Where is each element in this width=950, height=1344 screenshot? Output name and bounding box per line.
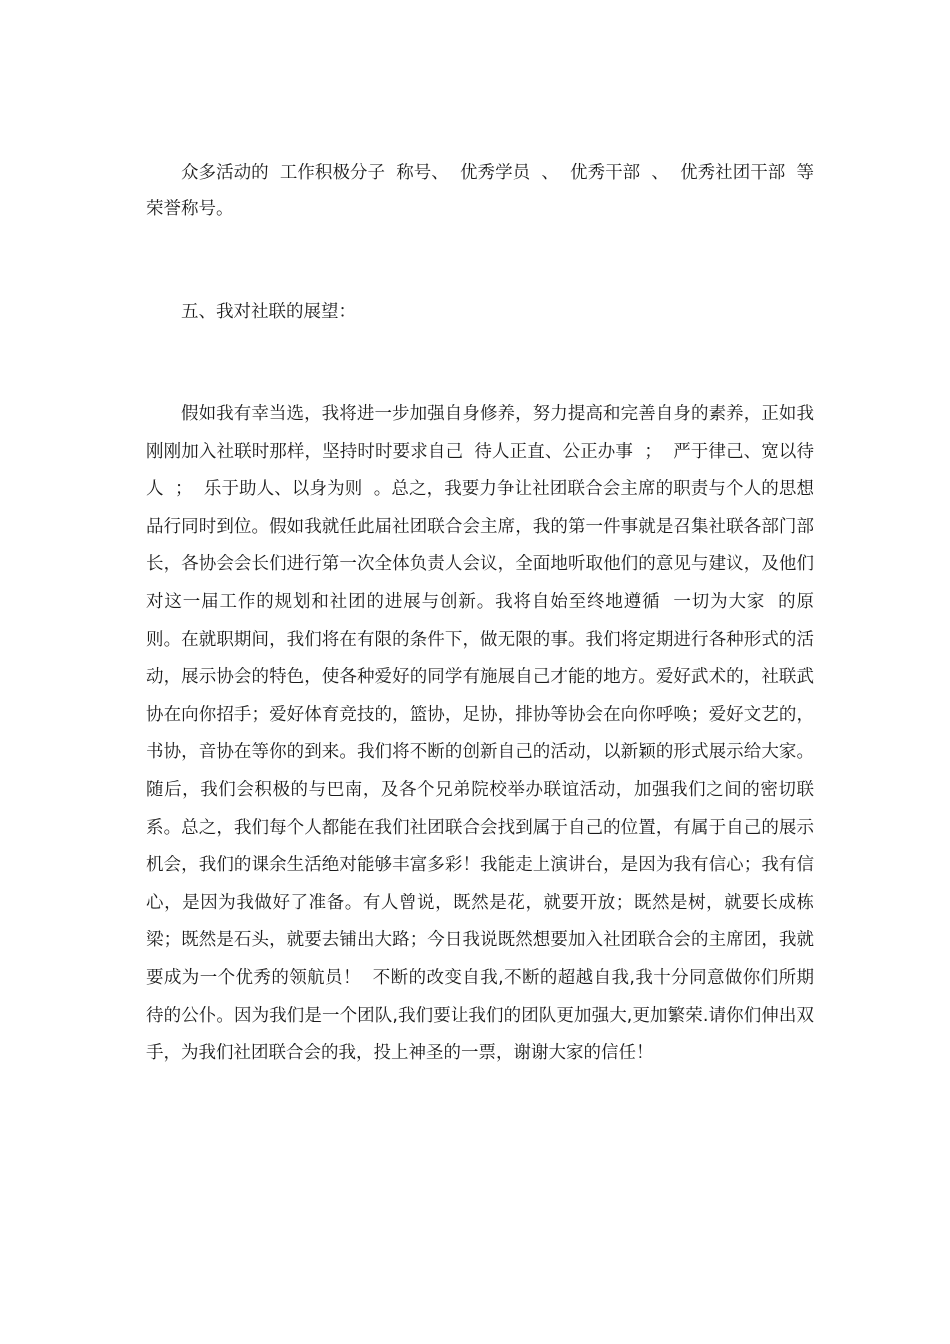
paragraph-outlook-body: 假如我有幸当选，我将进一步加强自身修养，努力提高和完善自身的素养，正如我刚刚加入社联时那样，坚持时时要求自己 待人正直、公正办事 ； 严于律己、宽以待人 ； 乐于助人、以身为则 。总之，我要力争让社团联合会主席的职责与个人的思想品行同时到位。假如我就任此届社团联合会主席，我的第一件事就是召集社联各部门部长，各协会会长们进行第一次全体负责人会议，全面地听取他们的意见与建议，及他们对这一届工作的规划和社团的进展与创新。我将自始至终地遵循 一切为大家 的原则。在就职期间，我们将在有限的条件下，做无限的事。我们将定期进行各种形式的活动，展示协会的特色，使各种爱好的同学有施展自己才能的地方。爱好武术的，社联武协在向你招手；爱好体育竞技的，篮协，足协，排协等协会在向你呼唤；爱好文艺的，书协，音协在等你的到来。我们将不断的创新自己的活动，以新颖的形式展示给大家。随后，我们会积极的与巴南，及各个兄弟院校举办联谊活动，加强我们之间的密切联系。总之，我们每个人都能在我们社团联合会找到属于自己的位置，有属于自己的展示机会，我们的课余生活绝对能够丰富多彩！我能走上演讲台，是因为我有信心；我有信心，是因为我做好了准备。有人曾说，既然是花，就要开放；既然是树，就要长成栋梁；既然是石头，就要去铺出大路；今日我说既然想要加入社团联合会的主席团，我就要成为一个优秀的领航员！ 不断的改变自我,不断的超越自我,我十分同意做你们所期待的公仆。因为我们是一个团队,我们要让我们的团队更加强大,更加繁荣.请你们伸出双手，为我们社团联合会的我，投上神圣的一票，谢谢大家的信任！ bbox=[146, 404, 814, 1064]
section-heading-outlook: 五、我对社联的展望： bbox=[181, 302, 356, 322]
paragraph-honors: 众多活动的 工作积极分子 称号、 优秀学员 、 优秀干部 、 优秀社团干部 等荣誉称号。 bbox=[146, 163, 814, 219]
